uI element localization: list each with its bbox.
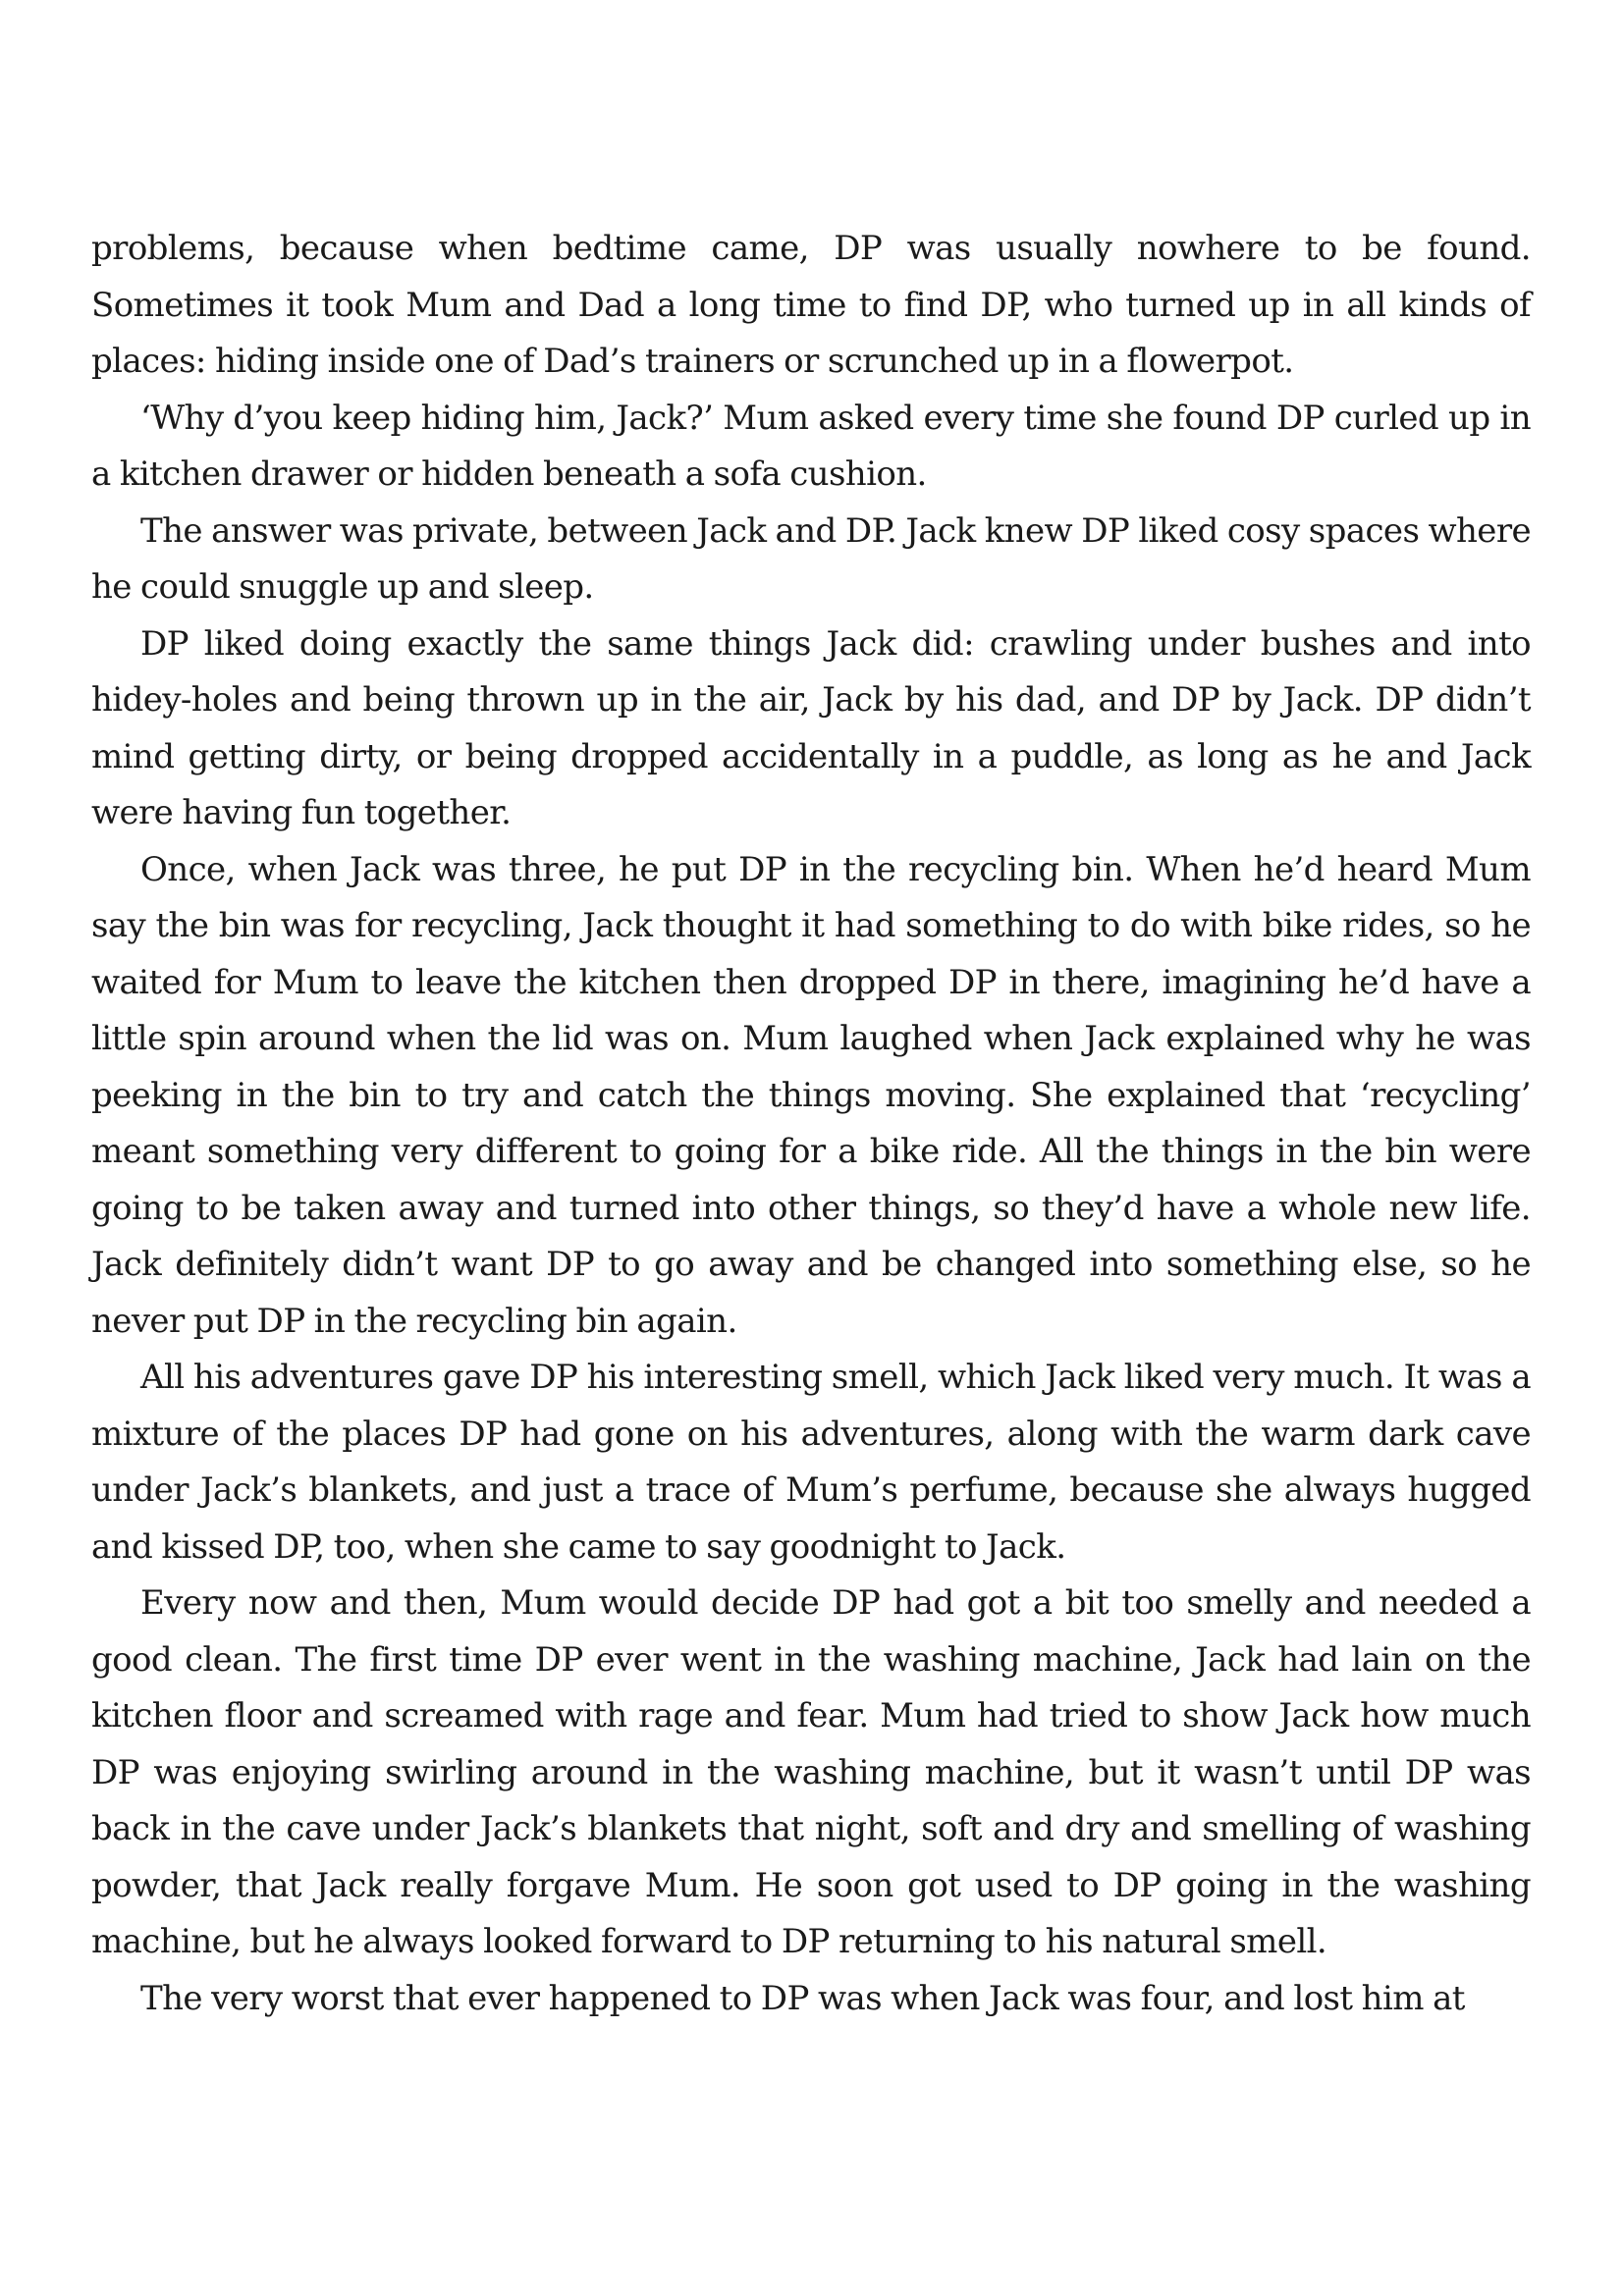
paragraph-5: Once, when Jack was three, he put DP in the recycling bin. When he’d heard Mum say the bin was for recycling, Jack thought it had something to do with bike rides, so he waited for Mum to leave the kitchen then dropped DP in there, imagining he’d have a little spin around when the lid was on. Mum laughed when Jack explained why he was peeking in the bin to try and catch the things moving. She explained that ‘recycling’ meant something very different to going for a bike ride. All the things in the bin were going to be taken away and turned into other things, so they’d have a whole new life. Jack definitely didn’t want DP to go away and be changed into something else, so he never put DP in the recycling bin again. xyxy=(91,849,1531,1341)
paragraph-7: Every now and then, Mum would decide DP had got a bit too smelly and needed a good clean. The first time DP ever went in the washing machine, Jack had lain on the kitchen floor and screamed with rage and fear. Mum had tried to show Jack how much DP was enjoying swirling around in the washing machine, but it wasn’t until DP was back in the cave under Jack’s blankets that night, soft and dry and smelling of washing powder, that Jack really forgave Mum. He soon got used to DP going in the washing machine, but he always looked forward to DP returning to his natural smell. xyxy=(91,1583,1531,1961)
paragraph-2: ‘Why d’you keep hiding him, Jack?’ Mum asked every time she found DP curled up in a kitchen drawer or hidden beneath a sofa cushion. xyxy=(91,398,1531,494)
paragraph-3: The answer was private, between Jack and DP. Jack knew DP liked cosy spaces where he could snuggle up and sleep. xyxy=(91,510,1532,607)
paragraph-6: All his adventures gave DP his interesting smell, which Jack liked very much. It was a mixture of the places DP had gone on his adventures, along with the warm dark cave under Jack’s blankets, and just a trace of Mum’s perfume, because she always hugged and kissed DP, too, when she came to say goodnight to Jack. xyxy=(91,1358,1531,1567)
paragraph-8: The very worst that ever happened to DP was when Jack was four, and lost him at xyxy=(140,1978,1465,2018)
body-text xyxy=(91,221,1531,2027)
paragraph-1: problems, because when bedtime came, DP was usually nowhere to be found. Sometimes it took Mum and Dad a long time to find DP, who turned up in all kinds of places: hiding inside one of Dad’s trainers or scrunched up in a flowerpot. xyxy=(91,229,1531,381)
paragraph-4: DP liked doing exactly the same things Jack did: crawling under bushes and into hidey-holes and being thrown up in the air, Jack by his dad, and DP by Jack. DP didn’t mind getting dirty, or being dropped accidentally in a puddle, as long as he and Jack were having fun together. xyxy=(91,623,1531,832)
